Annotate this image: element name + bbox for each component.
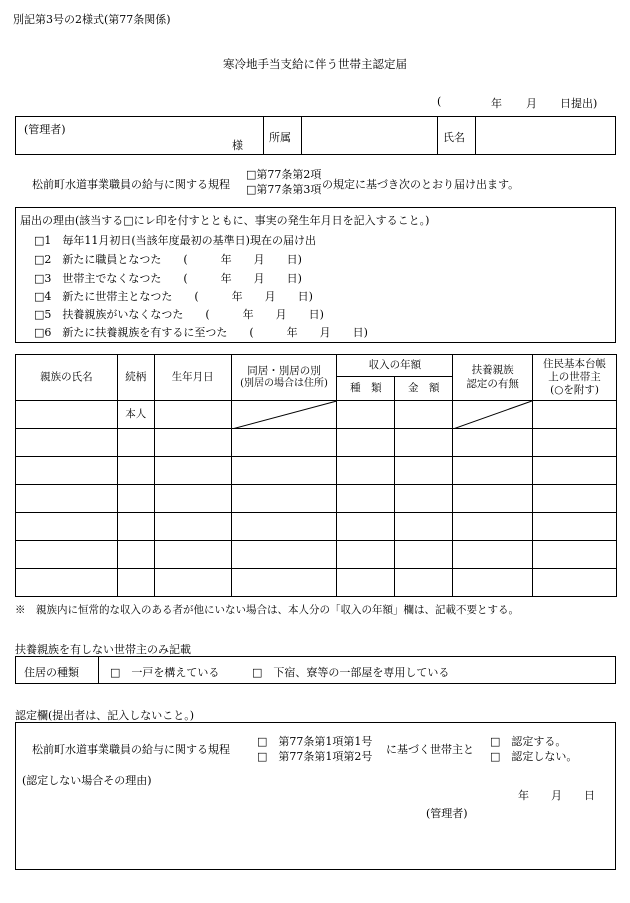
slash-mark [232, 401, 337, 429]
residence-box [15, 656, 616, 684]
affiliation-label: 所属 [269, 131, 291, 144]
income-type-cell[interactable] [337, 569, 395, 597]
self-name-cell[interactable] [16, 401, 118, 429]
applicant-box [15, 116, 616, 155]
reasons-box [15, 207, 616, 343]
date-year: 年 [491, 97, 502, 110]
income-amount-cell[interactable] [395, 541, 453, 569]
birth-cell[interactable] [154, 485, 231, 513]
cohabit-cell[interactable] [231, 485, 337, 513]
header-birthdate: 生年月日 [154, 355, 231, 401]
cohabit-cell[interactable] [231, 541, 337, 569]
cert-option-2[interactable]: □ 第77条第1項第2号 [257, 750, 373, 763]
family-table [15, 354, 617, 597]
header-resident-line3: (○を附す) [550, 384, 599, 397]
self-cohabit-cell [231, 401, 337, 429]
income-amount-cell[interactable] [395, 457, 453, 485]
name-cell[interactable] [16, 485, 118, 513]
cert-manager: (管理者) [426, 807, 468, 820]
dependent-cell[interactable] [453, 485, 533, 513]
income-amount-cell[interactable] [395, 569, 453, 597]
resident-cell[interactable] [533, 569, 617, 597]
dependent-cell[interactable] [453, 569, 533, 597]
table-row [16, 485, 617, 513]
header-resident [533, 355, 617, 401]
cohabit-cell[interactable] [231, 569, 337, 597]
header-relation: 続柄 [117, 355, 154, 401]
name-cell[interactable] [16, 457, 118, 485]
name-cell[interactable] [16, 513, 118, 541]
certification-box [15, 722, 616, 870]
relation-cell[interactable] [117, 541, 154, 569]
name-cell[interactable] [16, 541, 118, 569]
residence-option-room[interactable]: □ 下宿、寮等の一部屋を専用している [252, 666, 450, 679]
birth-cell[interactable] [154, 569, 231, 597]
sama-label: 様 [232, 139, 243, 152]
reason-item-3[interactable]: □3 世帯主でなくなつた ( 年 月 日) [34, 272, 302, 285]
header-income: 収入の年額 [337, 355, 453, 377]
date-month: 月 [526, 97, 537, 110]
relation-cell[interactable] [117, 485, 154, 513]
income-type-cell[interactable] [337, 513, 395, 541]
page-title: 寒冷地手当支給に伴う世帯主認定届 [223, 57, 407, 71]
reasons-heading: 届出の理由(該当する□にレ印を付すとともに、事実の発生年月日を記入すること。) [20, 214, 430, 227]
self-dependent-cell [453, 401, 533, 429]
relation-cell[interactable] [117, 457, 154, 485]
resident-cell[interactable] [533, 457, 617, 485]
resident-cell[interactable] [533, 541, 617, 569]
name-cell[interactable] [16, 569, 118, 597]
resident-cell[interactable] [533, 429, 617, 457]
cert-reason-label: (認定しない場合その理由) [22, 774, 152, 787]
manager-label: (管理者) [24, 123, 66, 136]
table-row [16, 429, 617, 457]
header-resident-line2: 上の世帯主 [548, 370, 601, 383]
header-dependent-line1: 扶養親族 [471, 364, 514, 377]
income-type-cell[interactable] [337, 541, 395, 569]
self-income-amount-cell[interactable] [395, 401, 453, 429]
certification-heading: 認定欄(提出者は、記入しないこと。) [15, 709, 195, 722]
slash-mark [453, 401, 532, 429]
form-label: 別記第3号の2様式(第77条関係) [13, 13, 171, 26]
reason-item-1[interactable]: □1 毎年11月初日(当該年度最初の基準日)現在の届け出 [34, 234, 316, 247]
birth-cell[interactable] [154, 457, 231, 485]
table-row [16, 457, 617, 485]
reason-item-2[interactable]: □2 新たに職員となつた ( 年 月 日) [34, 253, 302, 266]
name-cell[interactable] [16, 429, 118, 457]
income-type-cell[interactable] [337, 485, 395, 513]
table-row [16, 569, 617, 597]
header-resident-line1: 住民基本台帳 [543, 357, 607, 370]
cert-prefix: 松前町水道事業職員の給与に関する規程 [32, 743, 230, 756]
regulation-prefix: 松前町水道事業職員の給与に関する規程 [32, 178, 230, 191]
dependent-cell[interactable] [453, 429, 533, 457]
birth-cell[interactable] [154, 541, 231, 569]
regulation-option-3[interactable]: □第77条第3項 [246, 183, 322, 196]
cert-option-1[interactable]: □ 第77条第1項第1号 [257, 735, 373, 748]
residence-heading: 扶養親族を有しない世帯主のみ記載 [15, 643, 191, 656]
cert-approve[interactable]: □ 認定する。 [490, 735, 567, 748]
table-row-self [16, 401, 617, 429]
relation-cell[interactable] [117, 513, 154, 541]
cohabit-cell[interactable] [231, 513, 337, 541]
income-amount-cell[interactable] [395, 429, 453, 457]
table-row [16, 513, 617, 541]
resident-cell[interactable] [533, 513, 617, 541]
cert-deny[interactable]: □ 認定しない。 [490, 750, 578, 763]
header-cohabit-note: (別居の場合は住所) [240, 377, 328, 389]
header-income-amount: 金 額 [395, 377, 453, 401]
date-day-submit: 日提出) [560, 97, 598, 110]
cert-middle: に基づく世帯主と [386, 743, 474, 756]
cohabit-cell[interactable] [231, 457, 337, 485]
self-relation-cell: 本人 [117, 401, 154, 429]
reason-item-5[interactable]: □5 扶養親族がいなくなつた ( 年 月 日) [34, 308, 324, 321]
dependent-cell[interactable] [453, 457, 533, 485]
self-resident-cell[interactable] [533, 401, 617, 429]
name-label: 氏名 [443, 131, 465, 144]
table-row [16, 541, 617, 569]
self-birth-cell[interactable] [154, 401, 231, 429]
table-note: ※ 親族内に恒常的な収入のある者が他にいない場合は、本人分の「収入の年額」欄は、記載不要とする。 [15, 604, 519, 616]
dependent-cell[interactable] [453, 541, 533, 569]
relation-cell[interactable] [117, 569, 154, 597]
header-dependent [453, 355, 533, 401]
date-open: ( [437, 95, 442, 108]
relation-cell[interactable] [117, 429, 154, 457]
income-type-cell[interactable] [337, 429, 395, 457]
income-type-cell[interactable] [337, 457, 395, 485]
header-cohabit [231, 355, 337, 401]
regulation-suffix: の規定に基づき次のとおり届け出ます。 [322, 178, 520, 191]
income-amount-cell[interactable] [395, 513, 453, 541]
residence-option-house[interactable]: □ 一戸を構えている [110, 666, 220, 679]
reason-item-4[interactable]: □4 新たに世帯主となつた ( 年 月 日) [34, 290, 313, 303]
income-amount-cell[interactable] [395, 485, 453, 513]
resident-cell[interactable] [533, 485, 617, 513]
cert-date: 年 月 日 [518, 789, 595, 802]
header-income-type: 種 類 [337, 377, 395, 401]
cohabit-cell[interactable] [231, 429, 337, 457]
birth-cell[interactable] [154, 429, 231, 457]
residence-label: 住居の種類 [24, 666, 79, 679]
header-name: 親族の氏名 [16, 355, 118, 401]
birth-cell[interactable] [154, 513, 231, 541]
reason-item-6[interactable]: □6 新たに扶養親族を有するに至つた ( 年 月 日) [34, 326, 368, 339]
header-cohabit-label: 同居・別居の別 [247, 364, 321, 377]
self-income-type-cell[interactable] [337, 401, 395, 429]
regulation-option-2[interactable]: □第77条第2項 [246, 168, 322, 181]
header-dependent-line2: 認定の有無 [466, 377, 519, 390]
dependent-cell[interactable] [453, 513, 533, 541]
